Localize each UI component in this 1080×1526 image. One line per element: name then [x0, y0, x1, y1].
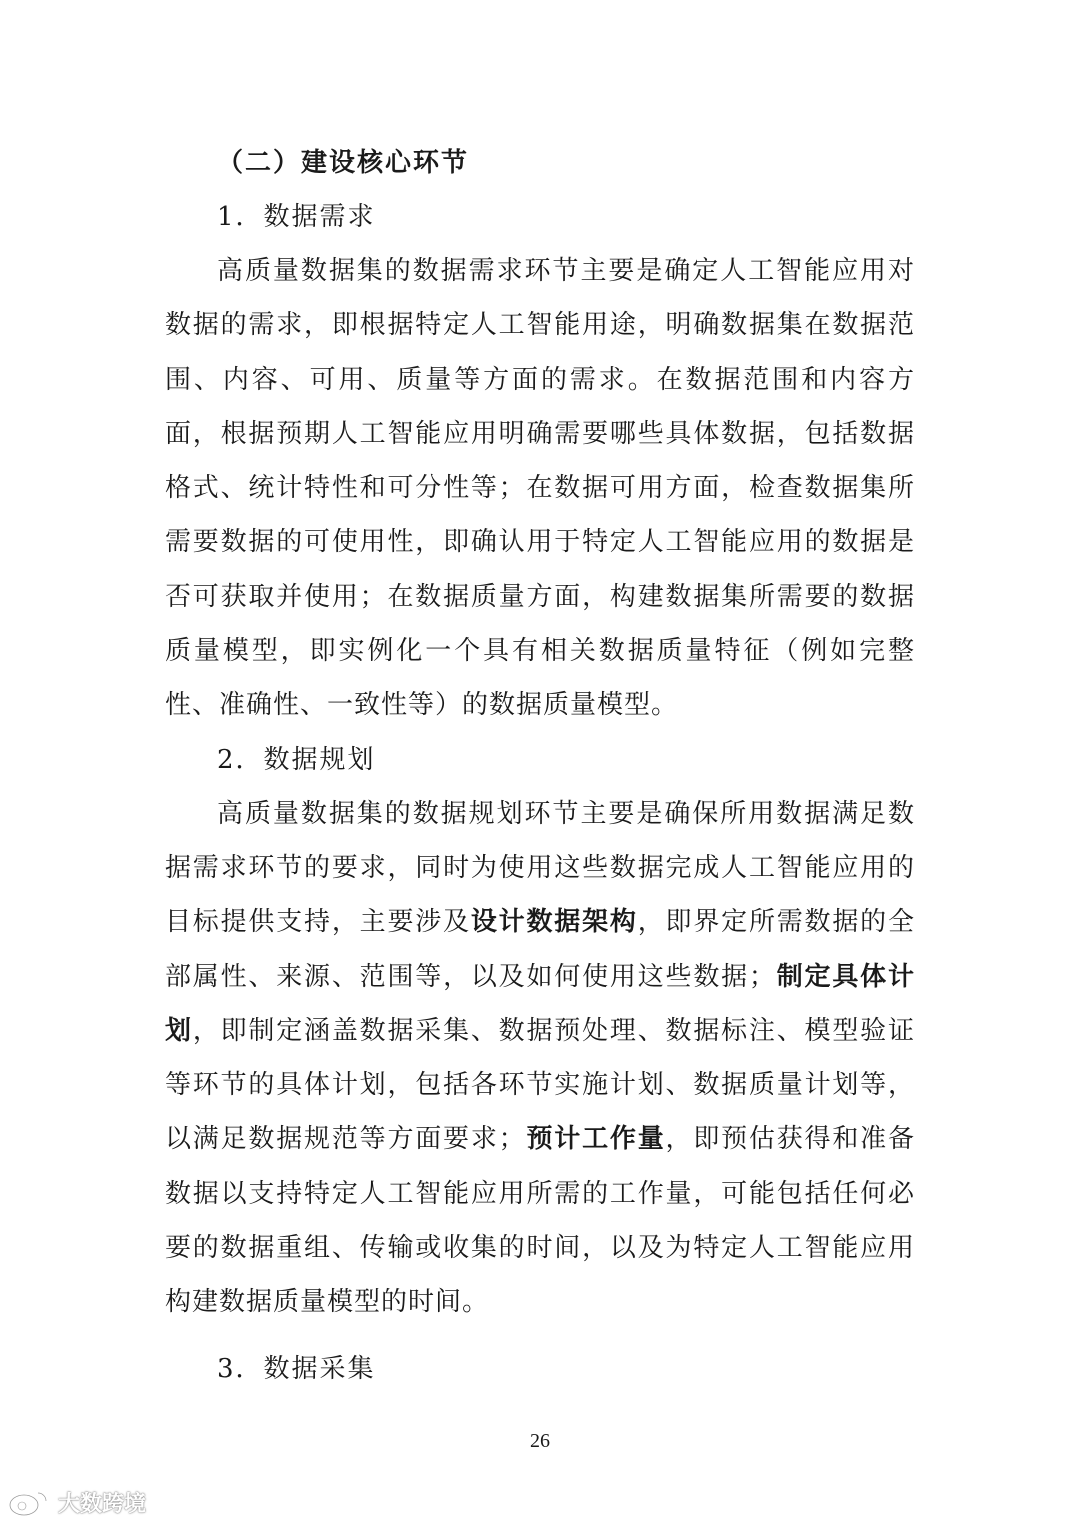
paragraph-data-planning — [165, 787, 915, 1330]
watermark — [8, 1486, 146, 1518]
page-number: 26 — [530, 1430, 550, 1452]
paragraph-data-requirements — [165, 244, 915, 733]
subsection-title-1: 1．数据需求 — [217, 202, 376, 232]
paragraph-run: 高质量数据集的数据需求环节主要是确定人工智能应用对数据的需求，即根据特定人工智能用途，明确数据集在数据范围、内容、可用、质量等方面的需求。在数据范围和内容方面，根据预期人工智能应用明确需要哪些具体数据，包括数据格式、统计特性和可分性等；在数据可用方面，检查数据集所需要数据的可使用性，即确认用于特定人工智能应用的数据是否可获取并使用；在数据质量方面，构建数据集所需要的数据质量模型，即实例化一个具有相关数据质量特征（例如完整性、准确性、一致性等）的数据质量模型。 — [165, 256, 915, 721]
paragraph-run: 高质量数据集的数据规划环节主要是确保所用数据满足数据需求环节的要求，同时为使用这些数据完成人工智能应用的目标提供支持，主要涉及 — [165, 798, 915, 938]
bold-term-estimate-workload: 预计工作量 — [525, 1124, 666, 1155]
subsection-title-3: 3．数据采集 — [217, 1353, 376, 1384]
weibo-logo-icon — [8, 1487, 52, 1517]
bold-term-design-architecture: 设计数据架构 — [470, 907, 638, 938]
subsection-title-2: 2．数据规划 — [217, 744, 376, 775]
paragraph-run: ，即界定所需数据的全部属性、来源、范围等，以及如何使用这些数据； — [165, 907, 915, 992]
watermark-text: 大数跨境 — [58, 1491, 147, 1517]
page-content — [165, 136, 915, 1396]
section-heading: （二）建设核心环节 — [217, 148, 470, 178]
bold-term-make-plan: 制定具体计划 — [165, 961, 915, 1046]
paragraph-run: ，即预估获得和准备数据以支持特定人工智能应用所需的工作量，可能包括任何必要的数据重组、传输或收集的时间，以及为特定人工智能应用构建数据质量模型的时间。 — [165, 1124, 915, 1318]
paragraph-run: ，即制定涵盖数据采集、数据预处理、数据标注、模型验证等环节的具体计划，包括各环节实施计划、数据质量计划等，以满足数据规范等方面要求； — [165, 1015, 915, 1155]
